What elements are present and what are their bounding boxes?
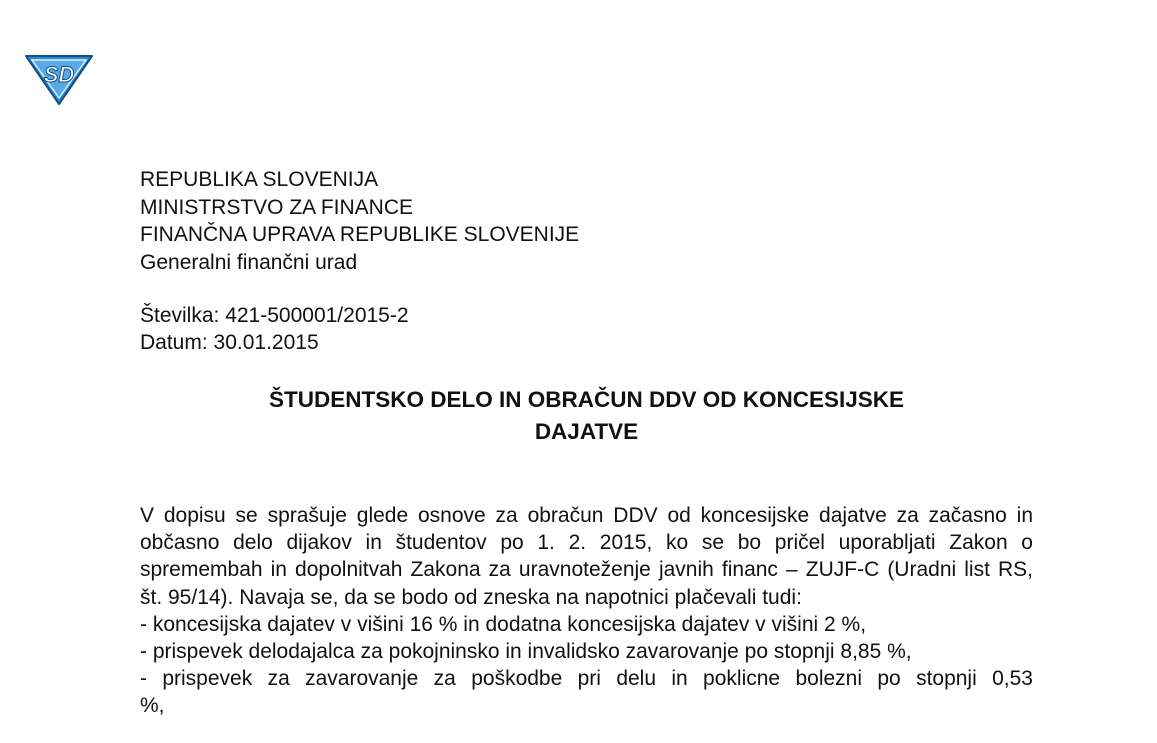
document-date: Datum: 30.01.2015 <box>140 331 319 354</box>
sd-logo <box>22 48 96 106</box>
document-number: Številka: 421-500001/2015-2 <box>140 304 409 327</box>
document-title <box>140 384 1033 448</box>
bullet-concession-levy: - koncesijska dajatev v višini 16 % in dodatna koncesijska dajatev v višini 2 %, <box>140 612 867 636</box>
sd-logo-icon <box>22 48 96 106</box>
document-meta <box>140 302 409 356</box>
document-body <box>140 502 1033 720</box>
sd-logo-text: SD <box>43 62 75 87</box>
bullet-pension-contribution: - prispevek delodajalca za pokojninsko in invalidsko zavarovanje po stopnji 8,85 %, <box>140 640 912 664</box>
header-line-ministry: MINISTRSTVO ZA FINANCE <box>140 195 414 219</box>
header-line-republic: REPUBLIKA SLOVENIJA <box>140 168 379 191</box>
bullet-injury-contribution: - prispevek za zavarovanje za poškodbe pri delu in poklicne bolezni po stopnji 0,53 <box>140 667 1033 691</box>
bullet-continuation: %, <box>140 694 165 718</box>
body-paragraph: V dopisu se sprašuje glede osnove za obračun DDV od koncesijske dajatve za začasno in občasno delo dijakov in študentov po 1. 2. 2015, ko se bo pričel uporabljati Zakon o spremembah in dopolnitvah Zakona za uravnoteženje javnih financ – ZUJF-C (Uradni list RS, št. 95/14). Navaja se, da se bodo od zneska na napotnici plačevali tudi: <box>140 504 1033 609</box>
title-line-1: ŠTUDENTSKO DELO IN OBRAČUN DDV OD KONCESIJSKE <box>268 387 905 412</box>
header-line-administration: FINANČNA UPRAVA REPUBLIKE SLOVENIJE <box>140 223 580 246</box>
header-line-office: Generalni finančni urad <box>140 250 358 274</box>
issuer-header <box>140 166 579 276</box>
title-line-2: DAJATVE <box>534 419 639 444</box>
